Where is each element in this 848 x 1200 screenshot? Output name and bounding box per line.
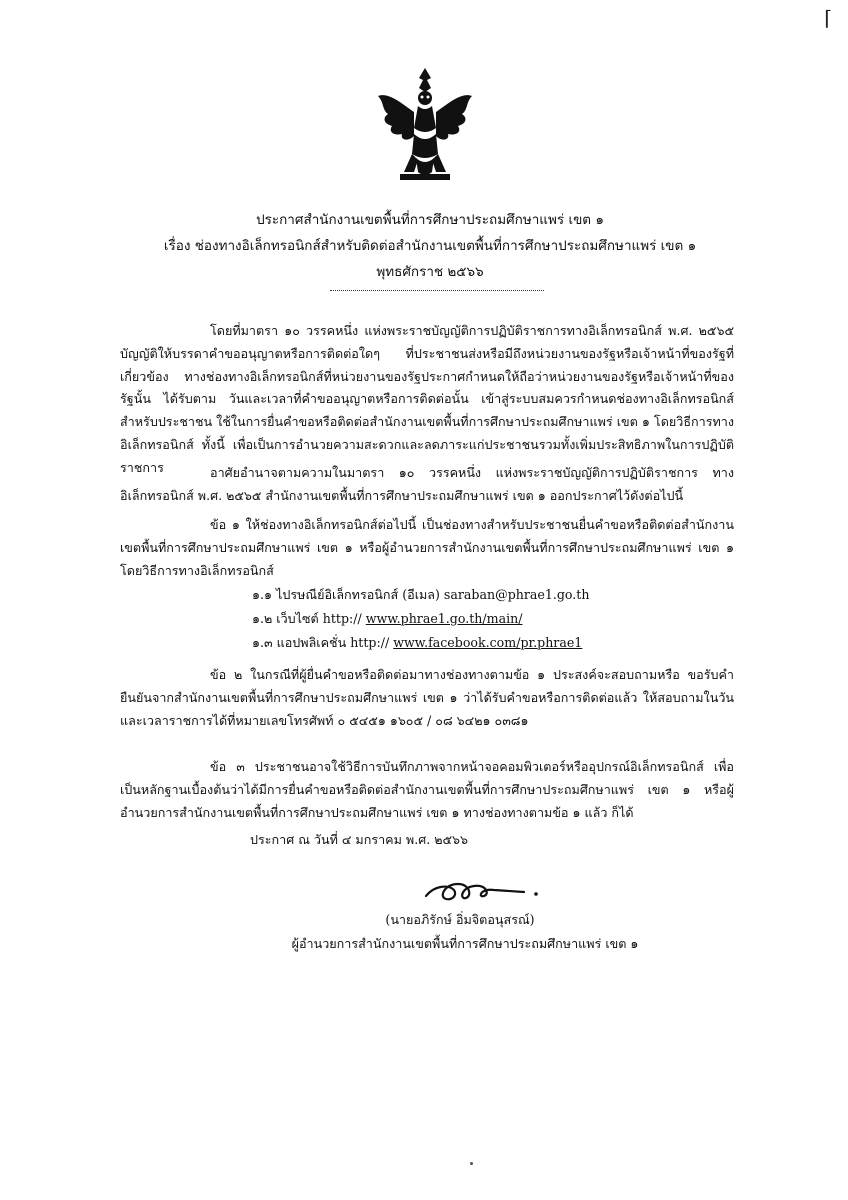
paragraph-clause-1-text: ข้อ ๑ ให้ช่องทางอิเล็กทรอนิกส์ต่อไปนี้ เป็นช่องทางสำหรับประชาชนยื่นคำขอหรือติดต่อสำนักงาน เขตพื้นที่การศึกษาประถมศึกษาแพร่ เขต ๑ หรือผู้อำนวยการสำนักงานเขตพื้นที่การศึกษาประถมศึกษาแพร่ เขต ๑ โดยวิธีการทางอิเล็กทรอนิกส์ <box>120 517 734 578</box>
paragraph-clause-1 <box>120 514 734 582</box>
scan-dot-mark <box>470 1162 473 1165</box>
handwritten-signature-icon <box>420 866 540 906</box>
announcement-date: ประกาศ ณ วันที่ ๔ มกราคม พ.ศ. ๒๕๖๖ <box>250 832 469 847</box>
dotted-divider <box>330 290 544 291</box>
paragraph-clause-3 <box>120 756 734 824</box>
announcement-title: ประกาศสำนักงานเขตพื้นที่การศึกษาประถมศึกษาแพร่ เขต ๑ <box>256 212 604 228</box>
paragraph-preamble <box>120 320 734 480</box>
garuda-emblem-icon <box>370 62 480 192</box>
paragraph-authority <box>120 462 734 508</box>
signer-name: (นายอภิรักษ์ อิ่มจิตอนุสรณ์) <box>385 912 535 927</box>
announcement-subject: เรื่อง ช่องทางอิเล็กทรอนิกส์สำหรับติดต่อสำนักงานเขตพื้นที่การศึกษาประถมศึกษาแพร่ เขต ๑ <box>163 238 697 254</box>
paragraph-clause-2-text: ข้อ ๒ ในกรณีที่ผู้ยื่นคำขอหรือติดต่อมาทางช่องทางตามข้อ ๑ ประสงค์จะสอบถามหรือ ขอรับคำยืนยันจากสำนักงานเขตพื้นที่การศึกษาประถมศึกษาแพร่ เขต ๑ ว่าได้รับคำขอหรือการติดต่อแล้ว ให้สอบถามในวันและเวลาราชการได้ที่หมายเลขโทรศัพท์ ๐ ๕๔๕๑ ๑๖๐๕ / ๐๘ ๖๔๒๑ ๐๓๘๑ <box>120 667 734 728</box>
application-label: ๑.๓ แอปพลิเคชั่น http:// <box>252 635 390 650</box>
website-label: ๑.๒ เว็บไซต์ http:// <box>252 611 362 626</box>
list-item-application <box>252 631 582 655</box>
list-item-email: ๑.๑ ไปรษณีย์อิเล็กทรอนิกส์ (อีเมล) saraban@phrae1.go.th <box>252 587 590 602</box>
paragraph-clause-2 <box>120 664 734 732</box>
paragraph-preamble-text: โดยที่มาตรา ๑๐ วรรคหนึ่ง แห่งพระราชบัญญัติการปฏิบัติราชการทางอิเล็กทรอนิกส์ พ.ศ. ๒๕๖๕ บัญญัติให้บรรดาคำขออนุญาตหรือการติดต่อใดๆ ที่ประชาชนส่งหรือมีถึงหน่วยงานของรัฐหรือเจ้าหน้าที่ของรัฐที่เกี่ยวข้อง ทางช่องทางอิเล็กทรอนิกส์ที่หน่วยงานของรัฐประกาศกำหนดให้ถือว่าหน่วยงานของรัฐหรือเจ้าหน้าที่ของรัฐนั้น ได้รับตาม วันและเวลาที่คำขออนุญาตหรือการติดต่อนั้น เข้าสู่ระบบสมควรกำหนดช่องทางอิเล็กทรอนิกส์สำหรับประชาชน ใช้ในการยื่นคำขอหรือติดต่อสำนักงานเขตพื้นที่การศึกษาประถมศึกษาแพร่ เขต ๑ โดยวิธีการทางอิเล็กทรอนิกส์ ทั้งนี้ เพื่อเป็นการอำนวยความสะดวกและลดภาระแก่ประชาชนรวมทั้งเพิ่มประสิทธิภาพในการปฏิบัติราชการ <box>120 323 734 475</box>
website-link[interactable]: www.phrae1.go.th/main/ <box>365 611 523 626</box>
announcement-year: พุทธศักราช ๒๕๖๖ <box>376 264 484 280</box>
corner-mark-icon: ⌈ <box>824 6 832 30</box>
facebook-link[interactable]: www.facebook.com/pr.phrae1 <box>393 635 583 650</box>
paragraph-authority-text: อาศัยอำนาจตามความในมาตรา ๑๐ วรรคหนึ่ง แห่งพระราชบัญญัติการปฏิบัติราชการ ทางอิเล็กทรอนิกส์ พ.ศ. ๒๕๖๕ สำนักงานเขตพื้นที่การศึกษาประถมศึกษาแพร่ เขต ๑ ออกประกาศไว้ดังต่อไปนี้ <box>120 465 734 503</box>
paragraph-clause-3-text: ข้อ ๓ ประชาชนอาจใช้วิธีการบันทึกภาพจากหน้าจอคอมพิวเตอร์หรืออุปกรณ์อิเล็กทรอนิกส์ เพื่อเป็นหลักฐานเบื้องต้นว่าได้มีการยื่นคำขอหรือติดต่อสำนักงานเขตพื้นที่การศึกษาประถมศึกษาแพร่ เขต ๑ หรือผู้อำนวยการสำนักงานเขตพื้นที่การศึกษาประถมศึกษาแพร่ เขต ๑ ทางช่องทางตามข้อ ๑ แล้ว ก็ได้ <box>120 759 734 820</box>
signer-title: ผู้อำนวยการสำนักงานเขตพื้นที่การศึกษาประถมศึกษาแพร่ เขต ๑ <box>291 936 639 951</box>
list-item-website <box>252 607 522 631</box>
